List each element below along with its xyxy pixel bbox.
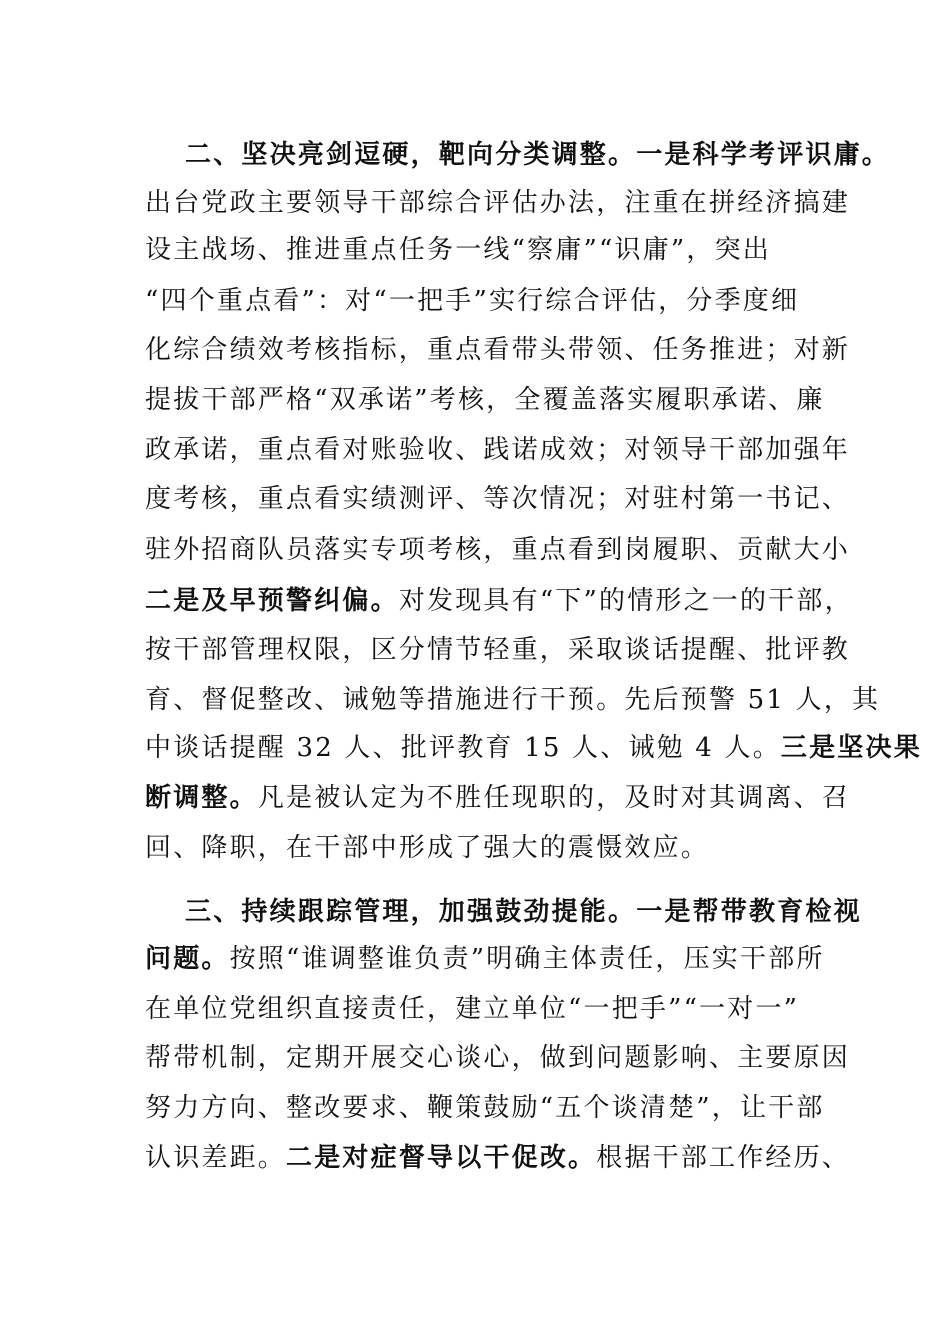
text-segment: 度考核，重点看实绩测评、等次情况；对驻村第一书记、 (145, 484, 851, 514)
text-segment: 根据干部工作经历、 (596, 1143, 851, 1173)
text-segment: “四个重点看”：对“一把手”实行综合评估，分季度细 (145, 286, 800, 316)
paragraph-line (145, 425, 851, 475)
paragraph-line (145, 823, 810, 873)
paragraph-line (145, 375, 825, 425)
bold-text-segment: 二是对症督导以干促改。 (286, 1143, 597, 1173)
text-segment: 帮带机制，定期开展交心谈心，做到问题影响、主要原因 (145, 1043, 851, 1073)
paragraph-line (145, 1083, 825, 1133)
paragraph-line (145, 934, 825, 984)
paragraph-line (145, 178, 851, 228)
paragraph-line (145, 984, 810, 1034)
text-segment: 提拔干部严格“双承诺”考核，全覆盖落实履职承诺、廉 (145, 385, 825, 415)
paragraph-line (185, 130, 891, 180)
text-segment: 按干部管理权限，区分情节轻重，采取谈话提醒、批评教 (145, 635, 851, 665)
text-segment: 化综合绩效考核指标，重点看带头带领、任务推进；对新 (145, 335, 851, 365)
paragraph-line (145, 474, 851, 524)
paragraph-line (145, 625, 851, 675)
text-segment: 中谈话提醒 32 人、批评教育 15 人、诫勉 4 人。 (145, 733, 781, 763)
text-segment: 凡是被认定为不胜任现职的，及时对其调离、召 (257, 783, 851, 813)
text-segment: 政承诺，重点看对账验收、践诺成效；对领导干部加强年 (145, 435, 851, 465)
bold-text-segment: 三、持续跟踪管理，加强鼓劲提能。一是帮带教育检视 (185, 897, 862, 927)
paragraph-line (145, 773, 851, 823)
paragraph-line (145, 525, 851, 575)
text-segment: 回、降职，在干部中形成了强大的震慑效应。 (145, 833, 710, 863)
paragraph-line (145, 723, 922, 773)
paragraph-line (185, 887, 862, 937)
bold-text-segment: 三是坚决果 (780, 733, 922, 763)
bold-text-segment: 断调整。 (145, 783, 258, 813)
text-segment: 育、督促整改、诫勉等措施进行干预。先后预警 51 人，其 (145, 685, 881, 715)
text-segment: 对发现具有“下”的情形之一的干部， (398, 586, 853, 616)
paragraph-line (145, 325, 851, 375)
text-segment: 努力方向、整改要求、鞭策鼓励“五个谈清楚”，让干部 (145, 1093, 825, 1123)
text-segment: 设主战场、推进重点任务一线“察庸”“识庸”，突出 (145, 235, 771, 265)
bold-text-segment: 二、坚决亮剑逗硬，靶向分类调整。一是科学考评识庸。 (185, 140, 891, 170)
paragraph-line (145, 1033, 851, 1083)
text-segment: 认识差距。 (145, 1143, 287, 1173)
text-segment: 出台党政主要领导干部综合评估办法，注重在拼经济搞建 (145, 188, 851, 218)
paragraph-line (145, 276, 810, 326)
paragraph-line (145, 1133, 851, 1183)
text-segment: 按照“谁调整谁负责”明确主体责任，压实干部所 (229, 944, 825, 974)
paragraph-line (145, 675, 881, 725)
paragraph-line (145, 576, 853, 626)
bold-text-segment: 二是及早预警纠偏。 (145, 586, 399, 616)
paragraph-line (145, 225, 810, 275)
text-segment: 在单位党组织直接责任，建立单位“一把手”“一对一” (145, 994, 800, 1024)
bold-text-segment: 问题。 (145, 944, 230, 974)
text-segment: 驻外招商队员落实专项考核，重点看到岗履职、贡献大小 (145, 535, 851, 565)
